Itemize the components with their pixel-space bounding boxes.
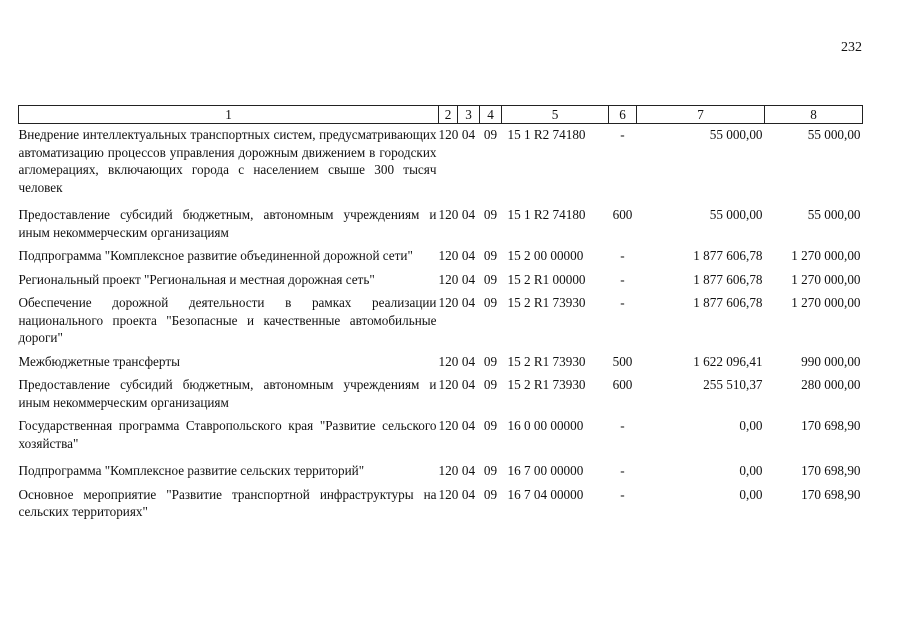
row-expense-type: - — [620, 127, 625, 142]
table-header-row — [19, 106, 863, 124]
table-row — [19, 245, 863, 269]
row-section-code: 04 — [461, 127, 476, 142]
row-amount-2: 55 000,00 — [807, 127, 861, 142]
row-amount-1: 0,00 — [739, 463, 763, 478]
row-target-code: 15 1 R2 74180 — [507, 127, 586, 142]
row-name: Региональный проект "Региональная и местная дорожная сеть" — [18, 271, 375, 287]
row-ministry-code: 120 — [438, 418, 459, 433]
row-expense-type: - — [620, 418, 625, 433]
row-expense-type: - — [620, 248, 625, 263]
column-header: 1 — [19, 106, 439, 124]
row-amount-2: 1 270 000,00 — [791, 248, 861, 263]
row-section-code: 04 — [461, 463, 476, 478]
row-target-code: 15 1 R2 74180 — [507, 207, 586, 222]
page-number: 232 — [841, 40, 862, 55]
column-header: 8 — [765, 106, 863, 124]
row-subsection-code: 09 — [483, 353, 498, 369]
table-row — [19, 484, 863, 525]
row-target-code: 15 2 00 00000 — [507, 248, 584, 263]
row-name: Предоставление субсидий бюджетным, автономным учреждениям и иным некоммерческим организациям — [18, 207, 437, 240]
budget-table-container — [18, 105, 862, 525]
row-ministry-code: 120 — [438, 295, 459, 310]
row-section-code: 04 — [461, 418, 476, 433]
table-row — [19, 269, 863, 293]
row-amount-1: 255 510,37 — [703, 377, 763, 392]
row-amount-1: 1 622 096,41 — [693, 353, 763, 369]
row-amount-2: 1 270 000,00 — [791, 271, 861, 287]
row-expense-type: 600 — [612, 207, 633, 222]
row-section-code: 04 — [461, 353, 476, 369]
row-target-code: 15 2 R1 73930 — [507, 353, 586, 369]
row-target-code: 16 7 00 00000 — [507, 463, 584, 478]
row-ministry-code: 120 — [438, 377, 459, 392]
row-amount-2: 170 698,90 — [801, 418, 861, 433]
row-subsection-code: 09 — [483, 271, 498, 287]
row-subsection-code: 09 — [483, 377, 498, 392]
row-section-code: 04 — [461, 486, 476, 502]
row-expense-type: - — [620, 486, 625, 502]
table-row — [19, 292, 863, 351]
row-name: Подпрограмма "Комплексное развитие объединенной дорожной сети" — [18, 248, 413, 263]
row-target-code: 16 0 00 00000 — [507, 418, 584, 433]
row-amount-2: 55 000,00 — [807, 207, 861, 222]
row-name: Основное мероприятие "Развитие транспортной инфраструктуры на сельских территориях" — [18, 486, 437, 519]
row-subsection-code: 09 — [483, 418, 498, 433]
table-row — [19, 374, 863, 415]
row-ministry-code: 120 — [438, 486, 459, 502]
row-amount-2: 170 698,90 — [801, 486, 861, 502]
row-amount-1: 1 877 606,78 — [693, 295, 763, 310]
row-amount-2: 1 270 000,00 — [791, 295, 861, 310]
row-expense-type: 600 — [612, 377, 633, 392]
row-name: Обеспечение дорожной деятельности в рамках реализации национального проекта "Безопасные и качественные автомобильные дороги" — [18, 295, 437, 345]
row-name: Межбюджетные трансферты — [18, 353, 180, 369]
row-section-code: 04 — [461, 271, 476, 287]
row-target-code: 15 2 R1 00000 — [507, 271, 586, 287]
column-header: 5 — [502, 106, 609, 124]
row-subsection-code: 09 — [483, 295, 498, 310]
table-row — [19, 456, 863, 484]
row-ministry-code: 120 — [438, 463, 459, 478]
row-section-code: 04 — [461, 207, 476, 222]
row-amount-2: 170 698,90 — [801, 463, 861, 478]
row-amount-1: 55 000,00 — [709, 127, 763, 142]
row-amount-1: 55 000,00 — [709, 207, 763, 222]
row-target-code: 16 7 04 00000 — [507, 486, 584, 502]
table-row — [19, 351, 863, 375]
row-section-code: 04 — [461, 295, 476, 310]
row-section-code: 04 — [461, 377, 476, 392]
row-subsection-code: 09 — [483, 463, 498, 478]
row-subsection-code: 09 — [483, 248, 498, 263]
row-expense-type: - — [620, 271, 625, 287]
row-ministry-code: 120 — [438, 127, 459, 142]
row-ministry-code: 120 — [438, 271, 459, 287]
budget-table — [18, 105, 863, 525]
row-amount-2: 280 000,00 — [801, 377, 861, 392]
column-header: 4 — [480, 106, 502, 124]
row-name: Предоставление субсидий бюджетным, автономным учреждениям и иным некоммерческим организациям — [18, 377, 437, 410]
row-subsection-code: 09 — [483, 207, 498, 222]
row-ministry-code: 120 — [438, 248, 459, 263]
row-expense-type: 500 — [612, 353, 633, 369]
row-amount-1: 1 877 606,78 — [693, 271, 763, 287]
row-target-code: 15 2 R1 73930 — [507, 377, 586, 392]
row-target-code: 15 2 R1 73930 — [507, 295, 586, 310]
table-row — [19, 200, 863, 245]
column-header: 3 — [458, 106, 480, 124]
row-subsection-code: 09 — [483, 127, 498, 142]
row-name: Внедрение интеллектуальных транспортных систем, предусматривающих автоматизацию процессов управления дорожным движением в городских агломерациях, включающих города с населением свыше 300 тысяч человек — [18, 127, 437, 195]
table-row — [19, 124, 863, 201]
row-amount-1: 0,00 — [739, 418, 763, 433]
row-expense-type: - — [620, 295, 625, 310]
column-header: 6 — [609, 106, 637, 124]
row-name: Подпрограмма "Комплексное развитие сельских территорий" — [18, 463, 365, 478]
row-expense-type: - — [620, 463, 625, 478]
table-row — [19, 415, 863, 456]
row-name: Государственная программа Ставропольского края "Развитие сельского хозяйства" — [18, 418, 437, 451]
row-amount-1: 0,00 — [739, 486, 763, 502]
row-amount-1: 1 877 606,78 — [693, 248, 763, 263]
row-ministry-code: 120 — [438, 353, 459, 369]
row-section-code: 04 — [461, 248, 476, 263]
column-header: 7 — [637, 106, 765, 124]
row-ministry-code: 120 — [438, 207, 459, 222]
row-subsection-code: 09 — [483, 486, 498, 502]
column-header: 2 — [439, 106, 458, 124]
row-amount-2: 990 000,00 — [801, 353, 861, 369]
